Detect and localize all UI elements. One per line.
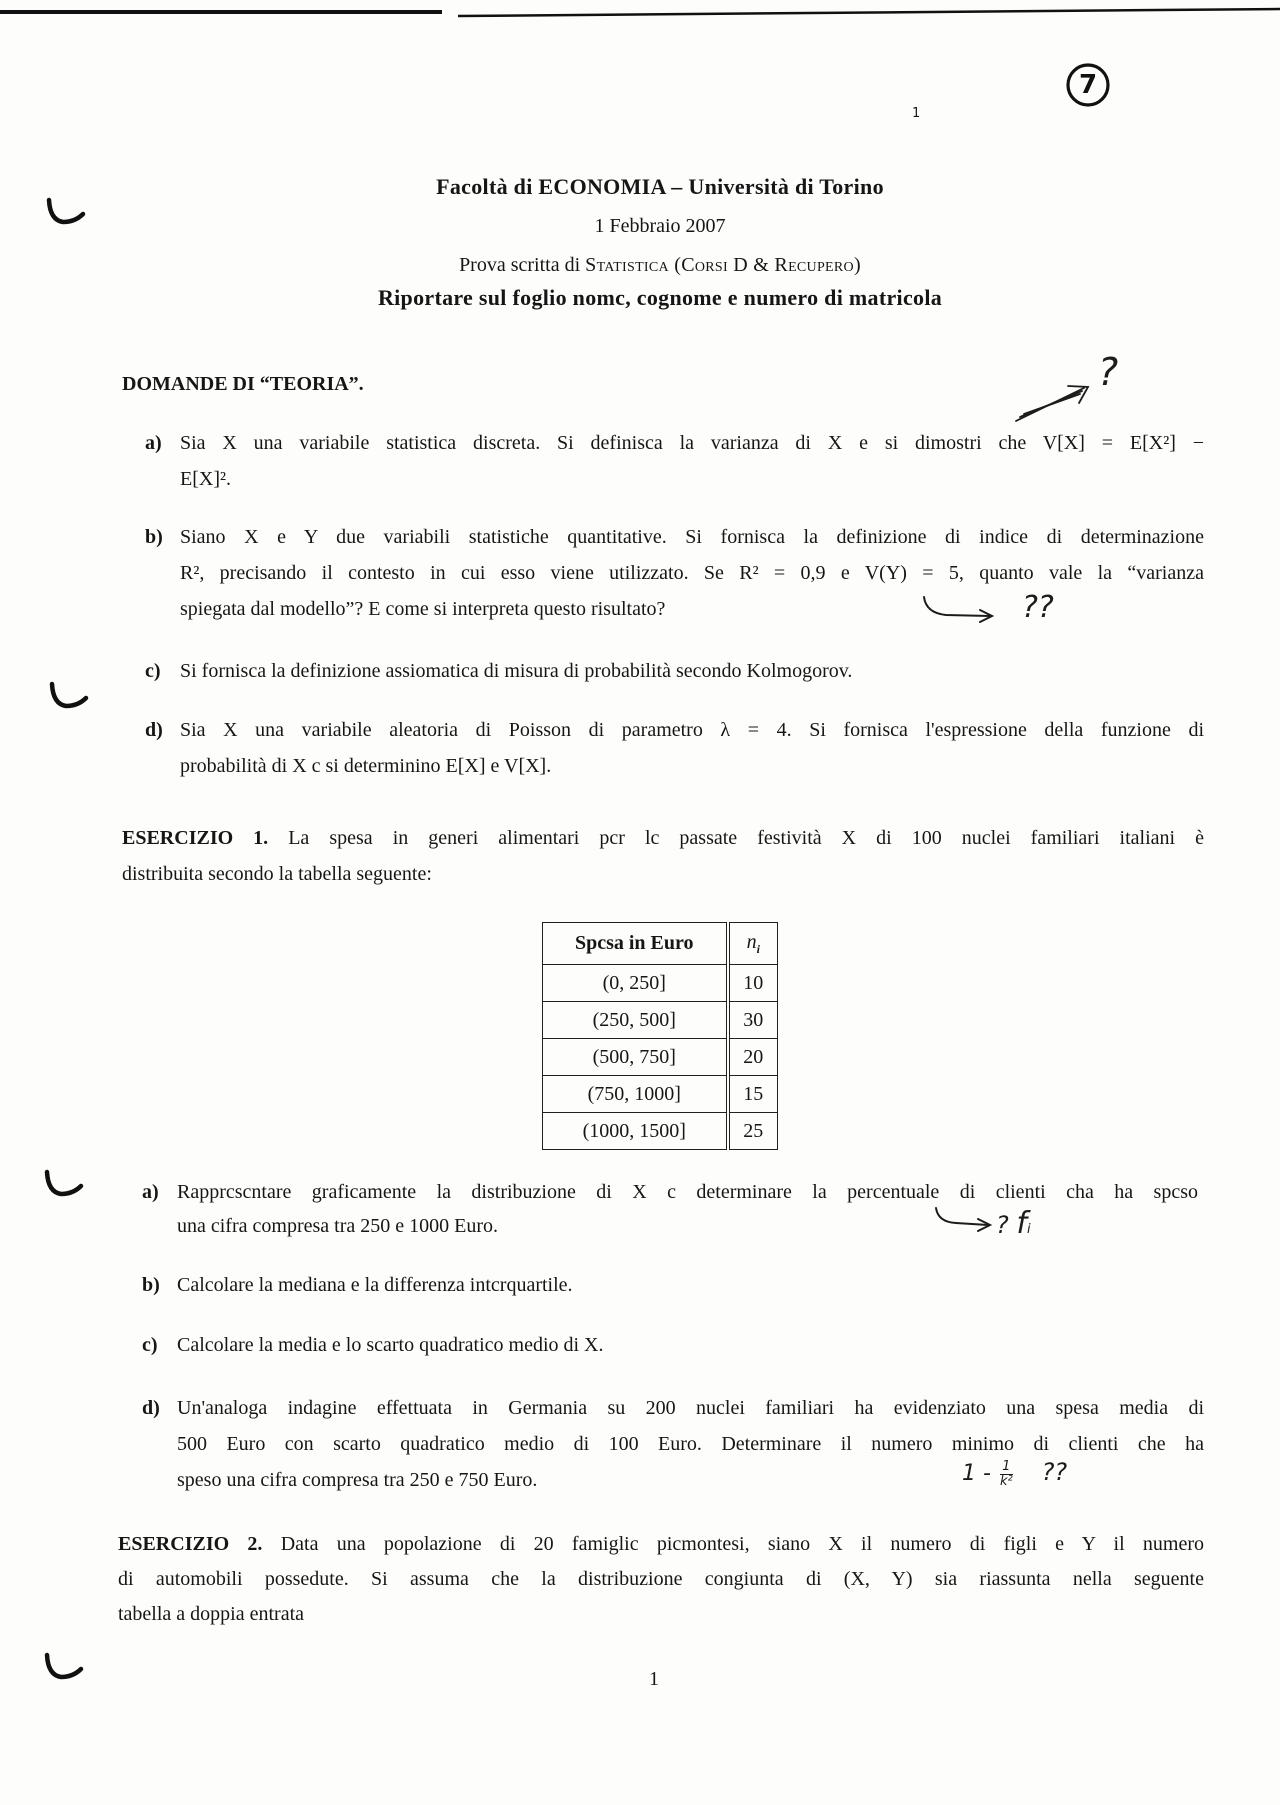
text-line: Siano X e Y due variabili statistiche quantitative. Si fornisca la definizione di indice di determinazione [180, 526, 1204, 548]
text-line: distribuita secondo la tabella seguente: [122, 863, 432, 885]
question-label: c) [142, 1334, 158, 1356]
table-header-row [543, 923, 778, 965]
exam-subtitle [40, 247, 1280, 283]
frequency-cell: 10 [728, 965, 778, 1002]
exercise-1-title: ESERCIZIO 1. [122, 827, 269, 849]
text-line: E[X]². [180, 468, 231, 490]
text-line: Si fornisca la definizione assiomatica di misura di probabilità secondo Kolmogorov. [180, 660, 853, 682]
exam-course: Statistica (Corsi D & Recupero) [585, 254, 861, 276]
formula-fraction [1000, 1460, 1013, 1489]
exercise-2-intro [118, 1527, 1204, 1632]
handwritten-double-question: ?? [1022, 590, 1054, 625]
theory-question-c [145, 653, 1204, 689]
theory-section-title: DOMANDE DI “TEORIA”. [122, 373, 364, 395]
exercise-1-question-a [142, 1175, 1198, 1243]
text-line: spiegata dal modello”? E come si interpreta questo risultato? [180, 598, 666, 620]
exercise-1-intro [122, 820, 1204, 892]
margin-hook-mark [47, 1655, 81, 1677]
text-segment: La spesa in generi alimentari pcr lc passate festività X di 100 nuclei familiari italiani è [288, 827, 1204, 849]
class-cell: (250, 500] [543, 1002, 728, 1039]
table-row [543, 1113, 778, 1150]
text-line: una cifra compresa tra 250 e 1000 Euro. [177, 1215, 498, 1237]
handwritten-formula [962, 1458, 1067, 1489]
text-line: Un'analoga indagine effettuata in Germania su 200 nuclei familiari ha evidenziato una spesa media di [177, 1397, 1204, 1419]
class-cell: (1000, 1500] [543, 1113, 728, 1150]
frequency-subscript: i [756, 941, 760, 956]
handwritten-symbol: f [1016, 1206, 1027, 1241]
exercise-1-question-b [142, 1267, 1198, 1303]
frequency-cell: 25 [728, 1113, 778, 1150]
question-label: d) [145, 719, 163, 741]
spending-table [542, 922, 778, 1150]
text-line: speso una cifra compresa tra 250 e 750 Euro. [177, 1469, 538, 1491]
question-label: c) [145, 660, 161, 682]
corner-number: 7 [1078, 70, 1098, 100]
handwritten-note-fi [996, 1206, 1031, 1241]
handwritten-double-question: ?? [1041, 1458, 1068, 1486]
class-cell: (0, 250] [543, 965, 728, 1002]
exam-instructions: Riportare sul foglio nomc, cognome e numero di matricola [377, 285, 943, 310]
text-segment: Data una popolazione di 20 famiglic picmontesi, siano X il numero di figli e Y il numero [280, 1533, 1205, 1555]
handwritten-question-mark: ? [1098, 350, 1119, 394]
text-line: Sia X una variabile statistica discreta. Si definisca la varianza di X e si dimostri che V[X] = E[X²] − [180, 432, 1204, 454]
page-mark: 1 [912, 106, 921, 121]
table-row [543, 965, 778, 1002]
fraction-denominator: k² [999, 1473, 1013, 1489]
theory-arrow-icon [1016, 386, 1088, 421]
page-number: 1 [649, 1668, 659, 1690]
exam-date: 1 Febbraio 2007 [594, 215, 726, 237]
margin-hook-marks [47, 200, 86, 1677]
class-cell: (750, 1000] [543, 1076, 728, 1113]
text-line [118, 1527, 1204, 1562]
frequency-cell: 30 [728, 1002, 778, 1039]
exercise-1-question-c [142, 1327, 1198, 1363]
text-line: 500 Euro con scarto quadratico medio di 100 Euro. Determinare il numero minimo di clienti che ha [177, 1433, 1204, 1455]
question-label: a) [145, 432, 162, 454]
text-line: tabella a doppia entrata [118, 1603, 305, 1625]
table-row [543, 1002, 778, 1039]
scan-edge-line-right [458, 9, 1280, 16]
text-line: Calcolare la media e lo scarto quadratico medio di X. [177, 1334, 604, 1356]
frequency-cell: 20 [728, 1039, 778, 1076]
question-label: a) [142, 1181, 159, 1203]
handwritten-question-mark: ? [996, 1211, 1009, 1239]
text-line: Calcolare la mediana e la differenza intcrquartile. [177, 1274, 573, 1296]
text-line: Sia X una variabile aleatoria di Poisson di parametro λ = 4. Si fornisca l'espressione della funzione di [180, 719, 1204, 741]
frequency-symbol: n [746, 930, 757, 953]
table-row [543, 1039, 778, 1076]
margin-hook-mark [47, 1172, 81, 1194]
theory-question-d [145, 712, 1204, 784]
fraction-numerator: 1 [1000, 1460, 1013, 1475]
header-frequency [728, 923, 778, 965]
question-label: d) [142, 1397, 160, 1419]
formula-lead: 1 - [962, 1461, 991, 1486]
margin-hook-mark [52, 684, 86, 706]
text-line: Rapprcscntare graficamente la distribuzione di X c determinare la percentuale di clienti cha ha spcso [177, 1181, 1198, 1203]
frequency-cell: 15 [728, 1076, 778, 1113]
exam-prefix: Prova scritta di [459, 254, 581, 276]
question-label: b) [142, 1274, 160, 1296]
faculty-title: Facoltà di ECONOMIA – Università di Torino [436, 174, 884, 199]
theory-question-a [145, 425, 1204, 497]
header-class: Spcsa in Euro [543, 923, 728, 965]
text-line: probabilità di X c si determinino E[X] e V[X]. [180, 755, 552, 777]
text-line: di automobili possedute. Si assuma che la distribuzione congiunta di (X, Y) sia riassunta nella seguente [118, 1568, 1204, 1590]
handwritten-subscript: i [1026, 1222, 1031, 1237]
exercise-2-title: ESERCIZIO 2. [118, 1533, 263, 1555]
text-line [122, 820, 1204, 856]
scan-edge-line-left [0, 10, 442, 14]
class-cell: (500, 750] [543, 1039, 728, 1076]
table-row [543, 1076, 778, 1113]
question-label: b) [145, 526, 163, 548]
text-line: R², precisando il contesto in cui esso viene utilizzato. Se R² = 0,9 e V(Y) = 5, quanto vale la “varianza [180, 562, 1204, 584]
